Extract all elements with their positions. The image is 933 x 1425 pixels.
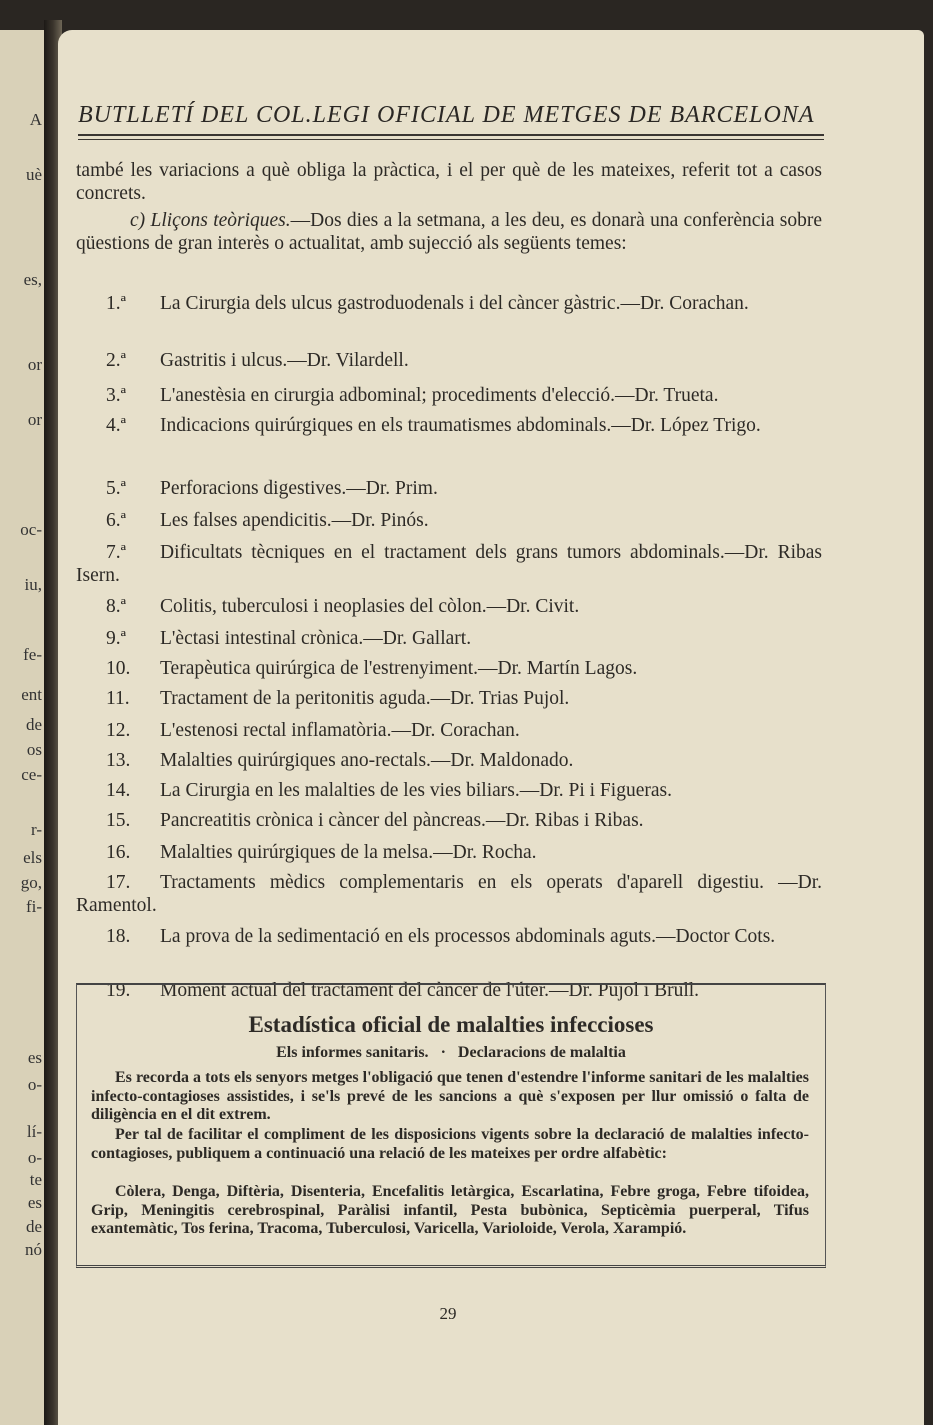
lecture-text: Gastritis i ulcus.—Dr. Vilardell.	[160, 350, 409, 371]
lecture-item	[76, 510, 822, 533]
adjacent-page-fragment: ent	[21, 685, 42, 704]
lecture-text: Pancreatitis crònica i càncer del pàncreas.—Dr. Ribas i Ribas.	[160, 810, 644, 831]
lecture-item	[76, 720, 822, 743]
header-rule	[78, 134, 824, 136]
lecture-item	[76, 688, 822, 711]
lecture-item	[76, 415, 822, 438]
notice-title: Estadística oficial de malalties infeccioses	[248, 1012, 654, 1037]
adjacent-page-fragment: iu,	[24, 575, 42, 594]
lecture-text: La Cirurgia en les malalties de les vies biliars.—Dr. Pi i Figueras.	[160, 780, 672, 801]
notice-box	[76, 983, 826, 1268]
section-title: Lliçons teòriques.	[150, 210, 291, 231]
adjacent-page-fragment: or	[27, 355, 42, 374]
lecture-text: Malalties quirúrgiques de la melsa.—Dr. Rocha.	[160, 842, 537, 863]
lecture-item	[76, 810, 822, 833]
lecture-number: 1.ª	[106, 293, 127, 314]
lecture-text: La Cirurgia dels ulcus gastroduodenals i del càncer gàstric.—Dr. Corachan.	[160, 293, 749, 314]
lecture-text: Tractament de la peritonitis aguda.—Dr. Trias Pujol.	[160, 688, 570, 709]
lecture-number: 11.	[106, 688, 130, 709]
lecture-text: La prova de la sedimentació en els processos abdominals aguts.—Doctor Cots.	[160, 926, 776, 947]
adjacent-page-fragment: els	[23, 848, 42, 867]
lecture-text: Colitis, tuberculosi i neoplasies del còlon.—Dr. Civit.	[160, 596, 580, 617]
lecture-text: Les falses apendicitis.—Dr. Pinós.	[160, 510, 429, 531]
lecture-item	[76, 658, 822, 681]
lecture-item	[76, 750, 822, 773]
lecture-number: 5.ª	[106, 478, 127, 499]
lecture-item	[76, 842, 822, 865]
intro-paragraph: també les variacions a què obliga la pràctica, i el per què de les mateixes, referit tot a casos concrets.	[76, 160, 822, 204]
lecture-number: 13.	[106, 750, 131, 771]
lecture-text: Malalties quirúrgiques ano-rectals.—Dr. Maldonado.	[160, 750, 574, 771]
notice-subtitle-left: Els informes sanitaris.	[276, 1044, 429, 1061]
lecture-number: 15.	[106, 810, 131, 831]
adjacent-page-fragment: o-	[27, 1148, 42, 1167]
lecture-item	[76, 385, 822, 408]
notice-subtitle-right: Declaracions de malaltia	[457, 1044, 626, 1061]
adjacent-page-fragment: uè	[25, 165, 42, 184]
lecture-number: 19.	[106, 980, 131, 1001]
lecture-text: Dificultats tècniques en el tractament dels grans tumors abdominals.—Dr. Ribas Isern.	[76, 542, 822, 586]
notice-paragraph-1: Es recorda a tots els senyors metges l'obligació que tenen d'estendre l'informe sanitari de les malalties infecto-contagioses assistides, i se'ls prevé de les sancions a què s'exposen per llur omissió o falta de diligència en el dit extrem.	[91, 1069, 809, 1123]
adjacent-page-fragment: fe-	[23, 645, 42, 664]
adjacent-page-fragment: go,	[20, 873, 42, 892]
notice-paragraph-2: Per tal de facilitar el compliment de les disposicions vigents sobre la declaració de malalties infecto-contagioses, publiquem a continuació una relació de les mateixes per ordre alfabètic:	[91, 1126, 809, 1162]
notice-subtitle: Els informes sanitaris. · Declaracions de malaltia	[276, 1044, 626, 1061]
lecture-number: 16.	[106, 842, 131, 863]
lecture-number: 12.	[106, 720, 131, 741]
document-page	[58, 30, 924, 1425]
lecture-item	[76, 628, 822, 651]
adjacent-page-fragment: de	[25, 715, 42, 734]
lecture-item	[76, 926, 822, 949]
adjacent-page-fragment: lí-	[26, 1122, 42, 1141]
lecture-number: 8.ª	[106, 596, 127, 617]
lecture-number: 9.ª	[106, 628, 127, 649]
lecture-text: L'estenosi rectal inflamatòria.—Dr. Corachan.	[160, 720, 520, 741]
page-number: 29	[439, 1304, 457, 1323]
lecture-item	[76, 350, 822, 373]
adjacent-page-fragment: or	[27, 410, 42, 429]
adjacent-page-fragment: es,	[23, 270, 42, 289]
lecture-text: Terapèutica quirúrgica de l'estrenyiment.—Dr. Martín Lagos.	[160, 658, 638, 679]
lecture-number: 6.ª	[106, 510, 127, 531]
lecture-item	[76, 293, 822, 316]
lecture-number: 14.	[106, 780, 131, 801]
lecture-item	[76, 780, 822, 803]
lecture-text: Indicacions quirúrgiques en els traumatismes abdominals.—Dr. López Trigo.	[160, 415, 761, 436]
lecture-item	[76, 596, 822, 619]
adjacent-page-fragment: r-	[31, 820, 42, 839]
adjacent-page-fragment: fi-	[25, 897, 42, 916]
adjacent-page-fragment: oc-	[20, 520, 42, 539]
lecture-number: 17.	[106, 872, 131, 893]
lecture-text: Perforacions digestives.—Dr. Prim.	[160, 478, 438, 499]
lecture-item	[76, 872, 822, 917]
lecture-text: Moment actual del tractament del càncer de l'úter.—Dr. Pujol i Brull.	[160, 980, 700, 1001]
lecture-number: 2.ª	[106, 350, 127, 371]
adjacent-page-fragment: de	[25, 1217, 42, 1236]
adjacent-page-fragment: ce-	[21, 765, 42, 784]
section-letter: c)	[130, 210, 146, 231]
adjacent-page-fragment: A	[29, 110, 42, 129]
adjacent-page-fragment: nó	[25, 1240, 42, 1259]
lecture-text: L'anestèsia en cirurgia adbominal; procediments d'elecció.—Dr. Trueta.	[160, 385, 719, 406]
section-paragraph	[76, 210, 822, 255]
lecture-item	[76, 542, 822, 587]
lecture-text: Tractaments mèdics complementaris en els operats d'aparell digestiu. —Dr. Ramentol.	[76, 872, 822, 916]
adjacent-page-fragment: es	[27, 1193, 42, 1212]
adjacent-page-fragment: es	[27, 1048, 42, 1067]
header-rule-thin	[78, 139, 824, 140]
adjacent-page-fragment: o-	[27, 1075, 42, 1094]
lecture-item	[76, 478, 822, 501]
running-head: BUTLLETÍ DEL COL.LEGI OFICIAL DE METGES DE BARCELONA	[78, 102, 815, 128]
adjacent-page-edge	[0, 30, 46, 1425]
section-text: —Dos dies a la setmana, a les deu, es donarà una conferència sobre qüestions de gran interès o actualitat, amb sujecció als següents temes:	[76, 210, 823, 254]
notice-disease-list: Còlera, Denga, Diftèria, Disenteria, Encefalitis letàrgica, Escarlatina, Febre groga, Febre tifoidea, Grip, Meningitis cerebrospinal, Paràlisi infantil, Pesta bubònica, Septicèmia puerperal, Tifus exantemàtic, Tos ferina, Tracoma, Tuberculosi, Varicella, Varioloide, Verola, Xarampió.	[91, 1183, 809, 1237]
lecture-number: 4.ª	[106, 415, 127, 436]
adjacent-page-fragment: te	[29, 1170, 42, 1189]
lecture-number: 3.ª	[106, 385, 127, 406]
lecture-number: 10.	[106, 658, 131, 679]
lecture-number: 18.	[106, 926, 131, 947]
lecture-text: L'èctasi intestinal crònica.—Dr. Gallart.	[160, 628, 472, 649]
lecture-number: 7.ª	[106, 542, 127, 563]
adjacent-page-fragment: os	[26, 740, 42, 759]
